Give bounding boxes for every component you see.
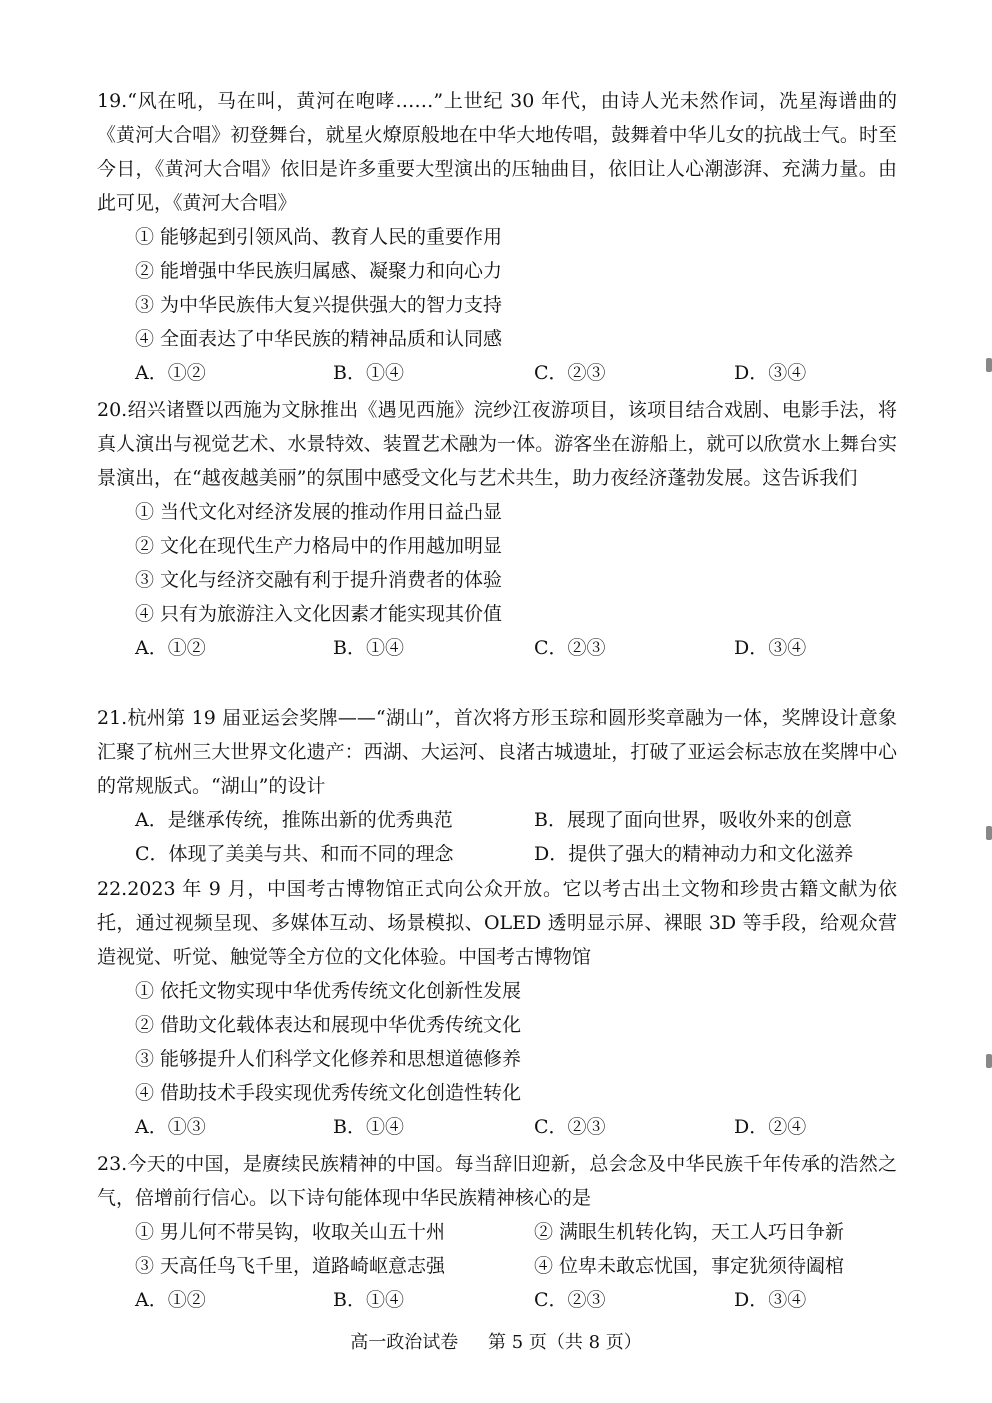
answer-choices (97, 1110, 897, 1144)
choice-b: B．①④ (333, 1289, 404, 1311)
statement-1: ① 能够起到引领风尚、教育人民的重要作用 (135, 226, 503, 248)
statement-2: ② 文化在现代生产力格局中的作用越加明显 (135, 535, 503, 557)
question-number: 22. (97, 878, 128, 900)
choice-c: C．②③ (534, 1116, 606, 1138)
statement-2: ② 借助文化载体表达和展现中华优秀传统文化 (135, 1014, 522, 1036)
question-text: 杭州第 19 届亚运会奖牌——“湖山”，首次将方形玉琮和圆形奖章融为一体，奖牌设计意象汇聚了杭州三大世界文化遗产：西湖、大运河、良渚古城遗址，打破了亚运会标志放在奖牌中心的常规版式。“湖山”的设计 (97, 707, 897, 797)
choice-d: D．③④ (734, 362, 807, 384)
question-text: “风在吼，马在叫，黄河在咆哮……”上世纪 30 年代，由诗人光未然作词，冼星海谱曲的《黄河大合唱》初登舞台，就星火燎原般地在中华大地传唱，鼓舞着中华儿女的抗战士气。时至今日，《黄河大合唱》依旧是许多重要大型演出的压轴曲目，依旧让人心潮澎湃、充满力量。由此可见，《黄河大合唱》 (97, 90, 897, 214)
choice-b: B．展现了面向世界，吸收外来的创意 (534, 809, 852, 831)
statement-3: ③ 天高任鸟飞千里，道路崎岖意志强 (135, 1255, 446, 1277)
question-text: 2023 年 9 月，中国考古博物馆正式向公众开放。它以考古出土文物和珍贵古籍文献为依托，通过视频呈现、多媒体互动、场景模拟、OLED 透明显示屏、裸眼 3D 等手段，给观众营造视觉、听觉、触觉等全方位的文化体验。中国考古博物馆 (97, 878, 897, 968)
choice-a: A．①② (135, 1289, 206, 1311)
choice-d: D．③④ (734, 1289, 807, 1311)
statement-2: ② 能增强中华民族归属感、凝聚力和向心力 (135, 260, 503, 282)
question-number: 20. (97, 399, 128, 421)
choice-c: C．②③ (534, 362, 606, 384)
choice-b: B．①④ (333, 362, 404, 384)
choice-a: A．①② (135, 362, 206, 384)
choice-d: D．②④ (734, 1116, 807, 1138)
question-text: 绍兴诸暨以西施为文脉推出《遇见西施》浣纱江夜游项目，该项目结合戏剧、电影手法，将真人演出与视觉艺术、水景特效、装置艺术融为一体。游客坐在游船上，就可以欣赏水上舞台实景演出，在“越夜越美丽”的氛围中感受文化与艺术共生，助力夜经济蓬勃发展。这告诉我们 (97, 399, 897, 489)
question-23 (97, 1147, 897, 1317)
question-number: 21. (97, 707, 128, 729)
answer-choices (97, 631, 897, 665)
statement-4: ④ 位卑未敢忘忧国，事定犹须待阖棺 (534, 1255, 845, 1277)
statement-4: ④ 全面表达了中华民族的精神品质和认同感 (135, 328, 503, 350)
choice-a: A．是继承传统，推陈出新的优秀典范 (135, 809, 453, 831)
statements-row-1 (97, 1215, 897, 1249)
statement-1: ① 男儿何不带吴钩，收取关山五十州 (135, 1221, 446, 1243)
question-20 (97, 393, 897, 665)
footer-page-number: 第 5 页（共 8 页） (487, 1332, 642, 1353)
footer-subject: 高一政治试卷 (350, 1332, 459, 1353)
answer-choices-row-2 (97, 837, 897, 871)
question-stem (97, 701, 897, 803)
page-footer (0, 1330, 992, 1356)
choice-c: C．②③ (534, 637, 606, 659)
question-stem (97, 393, 897, 495)
statement-1: ① 当代文化对经济发展的推动作用日益凸显 (135, 501, 503, 523)
question-22 (97, 872, 897, 1144)
choice-d: D．③④ (734, 637, 807, 659)
choice-b: B．①④ (333, 1116, 404, 1138)
question-number: 19. (97, 90, 128, 112)
statement-3: ③ 为中华民族伟大复兴提供强大的智力支持 (135, 294, 503, 316)
statement-1: ① 依托文物实现中华优秀传统文化创新性发展 (135, 980, 522, 1002)
statements-row-2 (97, 1249, 897, 1283)
statement-3: ③ 文化与经济交融有利于提升消费者的体验 (135, 569, 503, 591)
choice-d: D．提供了强大的精神动力和文化滋养 (534, 843, 854, 865)
choice-a: A．①③ (135, 1116, 206, 1138)
answer-choices (97, 356, 897, 390)
scan-edge-mark (986, 358, 992, 372)
statement-3: ③ 能够提升人们科学文化修养和思想道德修养 (135, 1048, 522, 1070)
question-stem (97, 84, 897, 220)
scan-edge-mark (986, 826, 992, 840)
statement-4: ④ 只有为旅游注入文化因素才能实现其价值 (135, 603, 503, 625)
question-text: 今天的中国，是赓续民族精神的中国。每当辞旧迎新，总会念及中华民族千年传承的浩然之气，倍增前行信心。以下诗句能体现中华民族精神核心的是 (97, 1153, 897, 1209)
choice-a: A．①② (135, 637, 206, 659)
question-number: 23. (97, 1153, 128, 1175)
scan-edge-mark (986, 1054, 992, 1068)
question-19 (97, 84, 897, 390)
choice-c: C．②③ (534, 1289, 606, 1311)
answer-choices-row-1 (97, 803, 897, 837)
question-21 (97, 701, 897, 871)
statement-2: ② 满眼生机转化钩，天工人巧日争新 (534, 1221, 845, 1243)
choice-c: C．体现了美美与共、和而不同的理念 (135, 843, 454, 865)
question-stem (97, 1147, 897, 1215)
answer-choices (97, 1283, 897, 1317)
choice-b: B．①④ (333, 637, 404, 659)
question-stem (97, 872, 897, 974)
statement-4: ④ 借助技术手段实现优秀传统文化创造性转化 (135, 1082, 522, 1104)
